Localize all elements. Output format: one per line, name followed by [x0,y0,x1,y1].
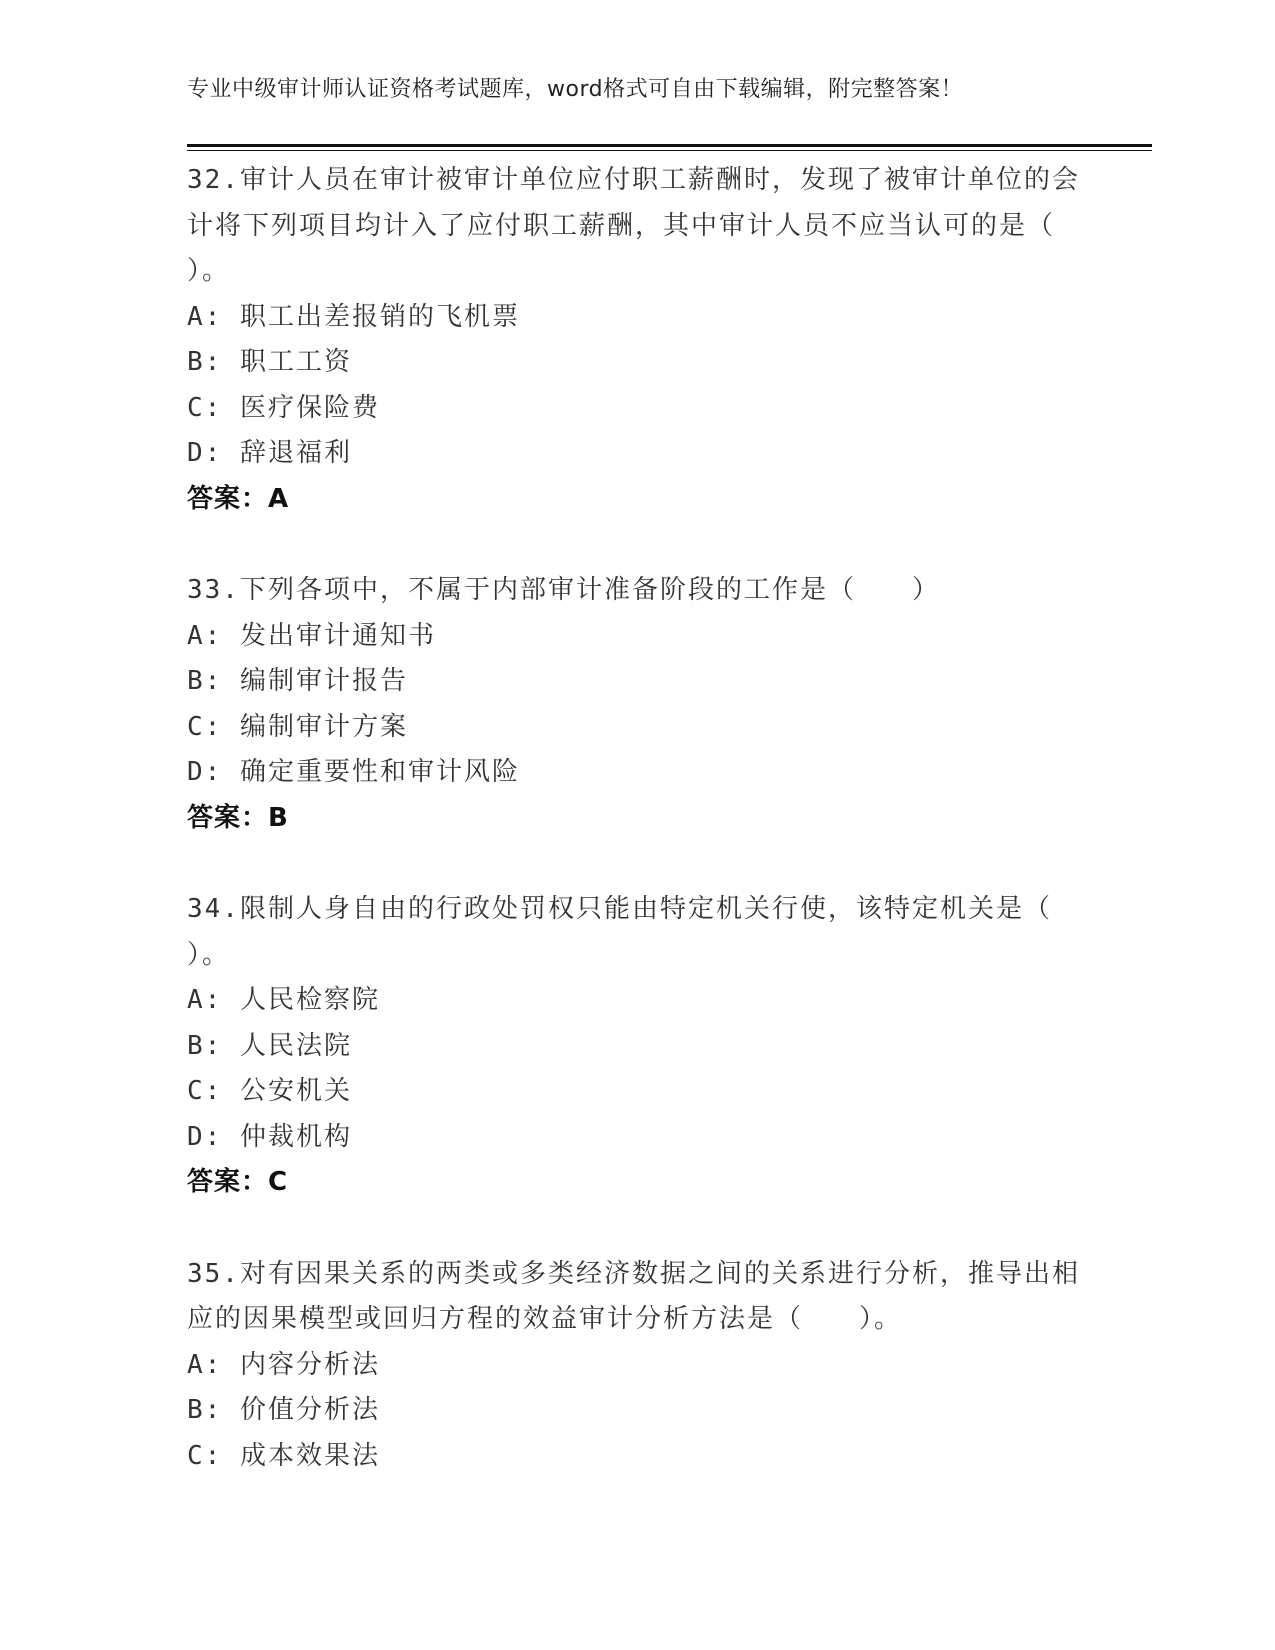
header-divider-thin [187,150,1152,151]
option-a: A: 职工出差报销的飞机票 [187,301,520,332]
option-b: B: 职工工资 [187,347,352,377]
option-a: A: 发出审计通知书 [187,620,436,651]
option-a: A: 人民检察院 [187,985,380,1015]
answer-line: 答案：A [187,483,290,514]
option-d: D: 仲裁机构 [187,1121,352,1152]
question-stem: 33.下列各项中，不属于内部审计准备阶段的工作是（ ） [187,575,940,605]
answer-line: 答案：C [187,1167,289,1197]
question-35 [187,1252,1087,1480]
option-c: C: 编制审计方案 [187,711,408,742]
question-list [187,158,1087,1525]
question-stem: 34.限制人身自由的行政处罚权只能由特定机关行使，该特定机关是（ ）。 [187,894,1052,970]
question-stem: 35.对有因果关系的两类或多类经济数据之间的关系进行分析，推导出相应的因果模型或回归方程的效益审计分析方法是（ ）。 [187,1258,1080,1334]
option-d: D: 确定重要性和审计风险 [187,757,520,787]
question-32 [187,158,1087,522]
option-a: A: 内容分析法 [187,1349,380,1380]
option-b: B: 人民法院 [187,1030,352,1061]
option-c: C: 公安机关 [187,1076,352,1106]
option-c: C: 医疗保险费 [187,392,380,423]
question-34 [187,887,1087,1206]
answer-line: 答案：B [187,802,289,833]
page-header: 专业中级审计师认证资格考试题库，word格式可自由下载编辑，附完整答案！ [187,77,964,102]
option-d: D: 辞退福利 [187,438,352,468]
question-33 [187,568,1087,841]
option-b: B: 价值分析法 [187,1395,380,1425]
header-divider-thick [187,144,1152,147]
option-b: B: 编制审计报告 [187,666,408,696]
option-c: C: 成本效果法 [187,1440,380,1471]
question-stem: 32.审计人员在审计被审计单位应付职工薪酬时，发现了被审计单位的会计将下列项目均计入了应付职工薪酬，其中审计人员不应当认可的是（ ）。 [187,165,1080,286]
